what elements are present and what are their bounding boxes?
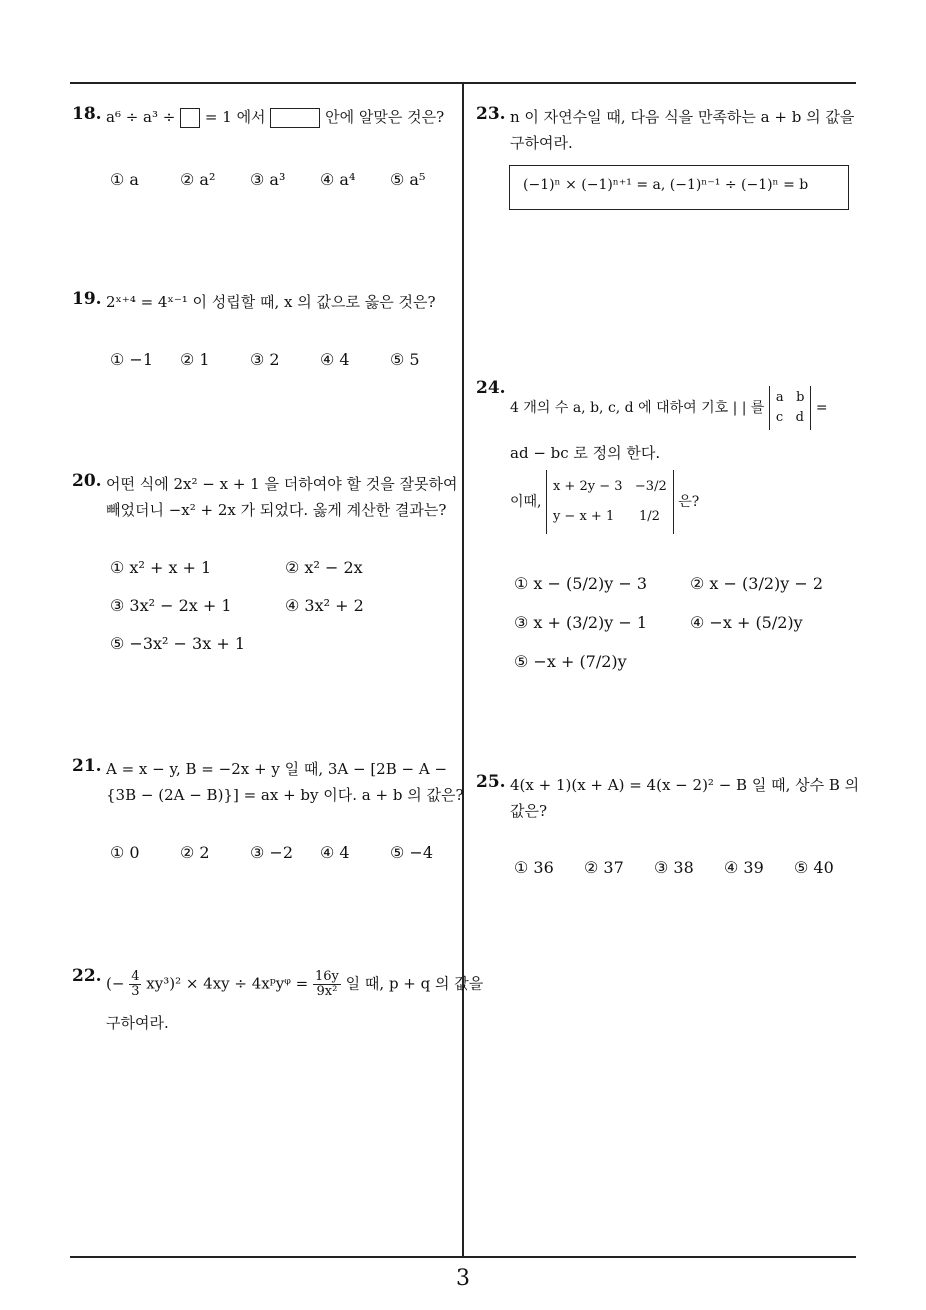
question-text: 2ˣ⁺⁴ = 4ˣ⁻¹ 이 성립할 때, x 의 값으로 옳은 것은? [106, 293, 436, 311]
det-entry: −3/2 [634, 479, 667, 494]
column-divider [462, 82, 464, 1258]
option-1[interactable]: ① −1 [110, 350, 154, 369]
det-entry: 1/2 [639, 509, 660, 524]
expression-part: (− [106, 974, 125, 993]
question-text: 은? [678, 494, 700, 510]
question-text: {3B − (2A − B)}] = ax + by 이다. a + b 의 값은? [106, 786, 464, 804]
det-entry: y − x + 1 [552, 509, 615, 524]
blank-box-large[interactable] [270, 108, 320, 128]
option-3[interactable]: ③ a³ [250, 170, 286, 189]
determinant-symbol [769, 386, 812, 430]
det-b: b [796, 390, 805, 405]
question-text: 4 개의 수 a, b, c, d 에 대하여 기호 | | 를 [510, 400, 765, 416]
question-number: 22. [72, 966, 102, 986]
option-2[interactable]: ② 1 [180, 350, 210, 369]
option-5[interactable]: ⑤ −x + (7/2)y [514, 652, 627, 671]
det-d: d [795, 410, 804, 425]
option-4[interactable]: ④ 4 [320, 843, 350, 862]
question-text: = [815, 400, 828, 416]
fraction-denominator: 3 [131, 984, 140, 999]
fraction-denominator: 9x² [316, 984, 338, 999]
fraction [313, 970, 341, 999]
question-text: ad − bc 로 정의 한다. [510, 444, 661, 462]
question-text: 4(x + 1)(x + A) = 4(x − 2)² − B 일 때, 상수 B 의 [510, 776, 860, 794]
option-1[interactable]: ① a [110, 170, 139, 189]
fraction-numerator: 16y [314, 969, 339, 984]
option-4[interactable]: ④ 39 [724, 858, 764, 877]
question-number: 21. [72, 756, 102, 776]
option-3[interactable]: ③ −2 [250, 843, 294, 862]
question-text: 값은? [510, 802, 548, 820]
question-number: 20. [72, 471, 102, 491]
question-text: 이때, [510, 494, 542, 510]
det-entry: x + 2y − 3 [552, 479, 623, 494]
question-text: 어떤 식에 2x² − x + 1 을 더하여야 할 것을 잘못하여 [106, 475, 458, 493]
question-text: 안에 알맞은 것은? [325, 108, 445, 126]
question-number: 18. [72, 104, 102, 124]
option-3[interactable]: ③ 38 [654, 858, 694, 877]
option-4[interactable]: ④ 4 [320, 350, 350, 369]
option-5[interactable]: ⑤ 5 [390, 350, 420, 369]
fraction-numerator: 4 [131, 969, 140, 984]
option-1[interactable]: ① x² + x + 1 [110, 558, 212, 577]
expression-part: xy³)² × 4xy ÷ 4xᵖyᵠ = [146, 974, 309, 993]
option-5[interactable]: ⑤ 40 [794, 858, 834, 877]
question-text: A = x − y, B = −2x + y 일 때, 3A − [2B − A − [106, 760, 448, 778]
option-2[interactable]: ② a² [180, 170, 216, 189]
blank-box-small[interactable] [180, 108, 200, 128]
option-4[interactable]: ④ 3x² + 2 [285, 596, 364, 615]
option-2[interactable]: ② x² − 2x [285, 558, 363, 577]
question-number: 19. [72, 289, 102, 309]
question-text: 빼었더니 −x² + 2x 가 되었다. 옳게 계산한 결과는? [106, 501, 447, 519]
option-5[interactable]: ⑤ a⁵ [390, 170, 426, 189]
condition-box [509, 165, 849, 210]
question-text: = 1 에서 [204, 108, 266, 126]
question-number: 24. [476, 378, 506, 398]
question-text: n 이 자연수일 때, 다음 식을 만족하는 a + b 의 값을 [510, 108, 855, 126]
determinant-expression [546, 470, 674, 534]
option-2[interactable]: ② 37 [584, 858, 624, 877]
option-4[interactable]: ④ a⁴ [320, 170, 356, 189]
option-1[interactable]: ① 36 [514, 858, 554, 877]
option-4[interactable]: ④ −x + (5/2)y [690, 613, 803, 632]
option-1[interactable]: ① 0 [110, 843, 140, 862]
question-text: 구하여라. [510, 134, 573, 152]
question-text: a⁶ ÷ a³ ÷ [106, 108, 176, 126]
fraction [129, 970, 141, 999]
condition-text: (−1)ⁿ × (−1)ⁿ⁺¹ = a, (−1)ⁿ⁻¹ ÷ (−1)ⁿ = b [523, 177, 809, 193]
option-2[interactable]: ② x − (3/2)y − 2 [690, 574, 824, 593]
question-number: 23. [476, 104, 506, 124]
option-3[interactable]: ③ 3x² − 2x + 1 [110, 596, 232, 615]
det-a: a [775, 390, 784, 405]
option-2[interactable]: ② 2 [180, 843, 210, 862]
question-text: 구하여라. [106, 1014, 169, 1032]
det-c: c [775, 410, 784, 425]
option-1[interactable]: ① x − (5/2)y − 3 [514, 574, 648, 593]
question-number: 25. [476, 772, 506, 792]
page-number: 3 [456, 1266, 470, 1291]
option-3[interactable]: ③ 2 [250, 350, 280, 369]
option-5[interactable]: ⑤ −3x² − 3x + 1 [110, 634, 245, 653]
expression-part: 일 때, p + q 의 값을 [345, 974, 484, 993]
option-3[interactable]: ③ x + (3/2)y − 1 [514, 613, 648, 632]
option-5[interactable]: ⑤ −4 [390, 843, 434, 862]
